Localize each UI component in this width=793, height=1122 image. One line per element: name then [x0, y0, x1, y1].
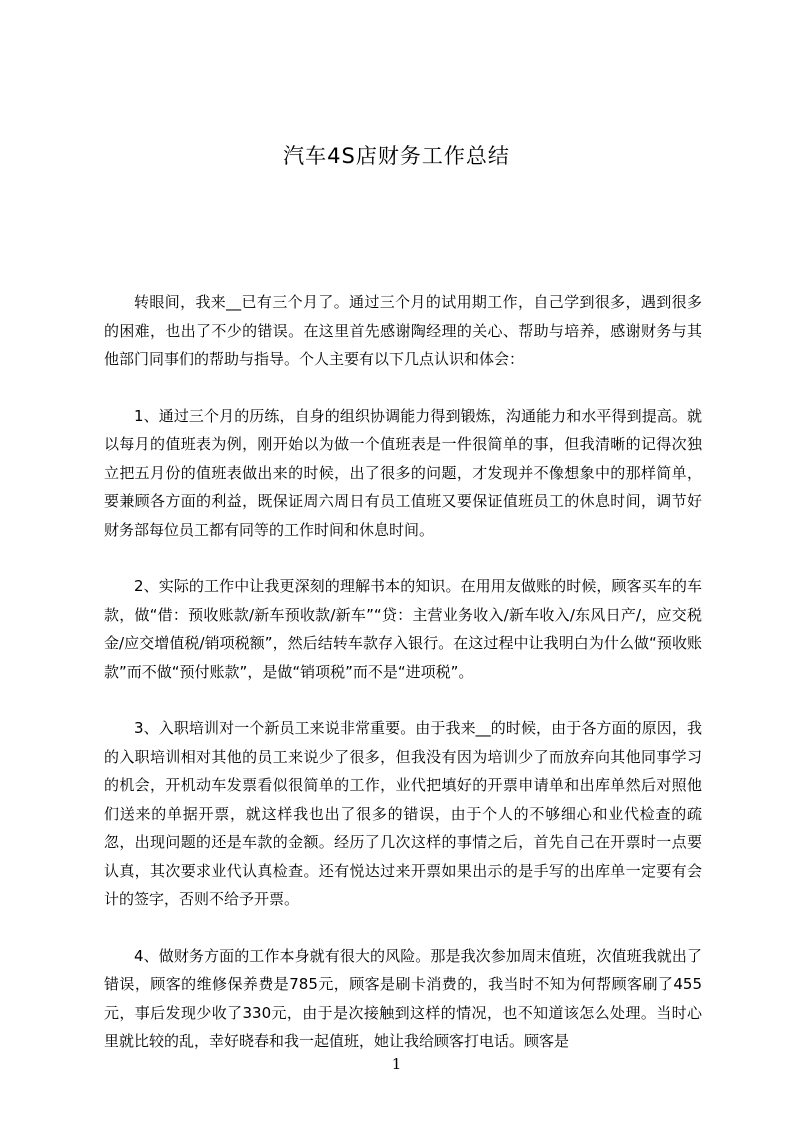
paragraph-point-3: 3、入职培训对一个新员工来说非常重要。由于我来__的时候，由于各方面的原因，我的入职培训相对其他的员工来说少了很多，但我没有因为培训少了而放弃向其他同事学习的机会，开机动车发票看似很简单的工作，业代把填好的开票申请单和出库单然后对照他们送来的单据开票，就这样我也出了很多的错误，由于个人的不够细心和业代检查的疏忽，出现问题的还是车款的金额。经历了几次这样的事情之后，首先自己在开票时一点要认真，其次要求业代认真检查。还有悦达过来开票如果出示的是手写的出库单一定要有会计的签字，否则不给予开票。	[104, 719, 702, 908]
paragraph-intro: 转眼间，我来__已有三个月了。通过三个月的试用期工作，自己学到很多，遇到很多的困难，也出了不少的错误。在这里首先感谢陶经理的关心、帮助与培养，感谢财务与其他部门同事们的帮助与指导。个人主要有以下几点认识和体会：	[104, 293, 702, 368]
paragraph-point-1: 1、通过三个月的历练，自身的组织协调能力得到锻炼，沟通能力和水平得到提高。就以每月的值班表为例，刚开始以为做一个值班表是一件很简单的事，但我清晰的记得次独立把五月份的值班表做出来的时候，出了很多的问题，才发现并不像想象中的那样简单，要兼顾各方面的利益，既保证周六周日有员工值班又要保证值班员工的休息时间，调节好财务部每位员工都有同等的工作时间和休息时间。	[104, 406, 702, 539]
document-title: 汽车4S店财务工作总结	[283, 144, 510, 168]
paragraph-point-2: 2、实际的工作中让我更深刻的理解书本的知识。在用用友做账的时候，顾客买车的车款，做“借：预收账款/新车预收款/新车”“贷：主营业务收入/新车收入/东风日产/，应交税金/应交增值税/销项税额”，然后结转车款存入银行。在这过程中让我明白为什么做“预收账款”而不做“预付账款”，是做“销项税”而不是“进项税”。	[104, 577, 702, 681]
paragraph-point-4: 4、做财务方面的工作本身就有很大的风险。那是我次参加周末值班，次值班我就出了错误，顾客的维修保养费是785元，顾客是刷卡消费的，我当时不知为何帮顾客刷了455元，事后发现少收了330元，由于是次接触到这样的情况，也不知道该怎么处理。当时心里就比较的乱，幸好晓春和我一起值班，她让我给顾客打电话。顾客是	[104, 946, 702, 1050]
document-body	[104, 288, 702, 1084]
page-number: 1	[391, 1055, 402, 1073]
